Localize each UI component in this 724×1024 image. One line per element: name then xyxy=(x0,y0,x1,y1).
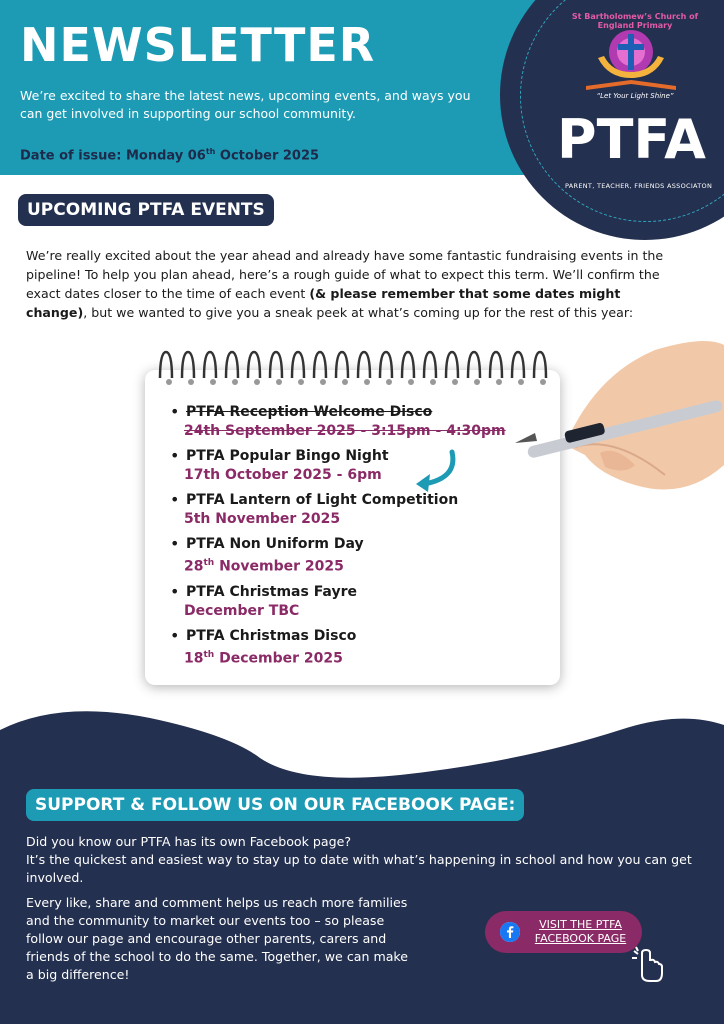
upcoming-events-heading: UPCOMING PTFA EVENTS xyxy=(18,194,274,226)
event-date: 18th December 2025 xyxy=(184,649,343,667)
hand-with-pen-image xyxy=(505,335,724,505)
list-item xyxy=(170,535,530,577)
event-name: • PTFA Popular Bingo Night xyxy=(186,448,389,464)
header-intro: We’re excited to share the latest news, upcoming events, and ways you can get involved in supporting our school community. xyxy=(20,88,471,121)
pointer-hand-icon xyxy=(628,945,668,985)
event-name: • PTFA Christmas Fayre xyxy=(186,583,357,600)
event-date: 28th November 2025 xyxy=(184,558,344,575)
visit-facebook-label[interactable]: VISIT THE PTFA FACEBOOK PAGE xyxy=(534,918,627,945)
event-name: • PTFA Reception Welcome Disco xyxy=(186,404,433,420)
events-intro: We’re really excited about the year ahead and already have some fantastic fundraising events in the pipeline! To help you plan ahead, here’s a rough guide of what to expect this term. We’ll confirm the exact dates closer to the time of each event (& please remember that some dates might change), but we wanted to give you a sneak peek at what’s coming up for the rest of this year: xyxy=(26,248,664,320)
newsletter-title: NEWSLETTER xyxy=(20,18,376,72)
curved-arrow-icon xyxy=(408,448,468,498)
notepad-spiral xyxy=(150,348,550,390)
facebook-body: Every like, share and comment helps us reach more families and the community to market our events too – so please follow our page and encourage other parents, carers and friends of the school to do the same. Together, we can make a big difference! xyxy=(26,895,409,982)
event-name: • PTFA Non Uniform Day xyxy=(186,536,364,552)
event-name: • PTFA Christmas Disco xyxy=(186,627,357,644)
issue-date: Date of issue: Monday 06th October 2025 xyxy=(20,147,320,164)
events-list xyxy=(170,403,530,674)
event-date: 5th November 2025 xyxy=(184,511,341,527)
event-date: 24th September 2025 - 3:15pm - 4:30pm xyxy=(184,423,506,439)
visit-facebook-button[interactable] xyxy=(485,911,642,953)
ptfa-subtitle: PARENT, TEACHER, FRIENDS ASSOCIATON xyxy=(565,182,713,190)
list-item xyxy=(170,491,530,529)
ptfa-logo-text: PTFA xyxy=(557,108,706,171)
event-date: December TBC xyxy=(184,602,300,619)
school-motto: “Let Your Light Shine” xyxy=(596,92,674,100)
event-date: 17th October 2025 - 6pm xyxy=(184,467,382,483)
school-name: St Bartholomew’s Church of England Primary xyxy=(571,12,699,30)
school-crest-icon xyxy=(578,28,684,92)
list-item xyxy=(170,583,530,621)
list-item xyxy=(170,403,530,441)
list-item xyxy=(170,447,530,485)
event-name: • PTFA Lantern of Light Competition xyxy=(186,492,459,508)
list-item xyxy=(170,627,530,669)
facebook-intro: Did you know our PTFA has its own Facebook page? It’s the quickest and easiest way to stay up to date with what’s happening in school and how you can get involved. xyxy=(26,834,692,885)
facebook-icon xyxy=(500,922,520,942)
facebook-heading: SUPPORT & FOLLOW US ON OUR FACEBOOK PAGE: xyxy=(26,789,524,821)
